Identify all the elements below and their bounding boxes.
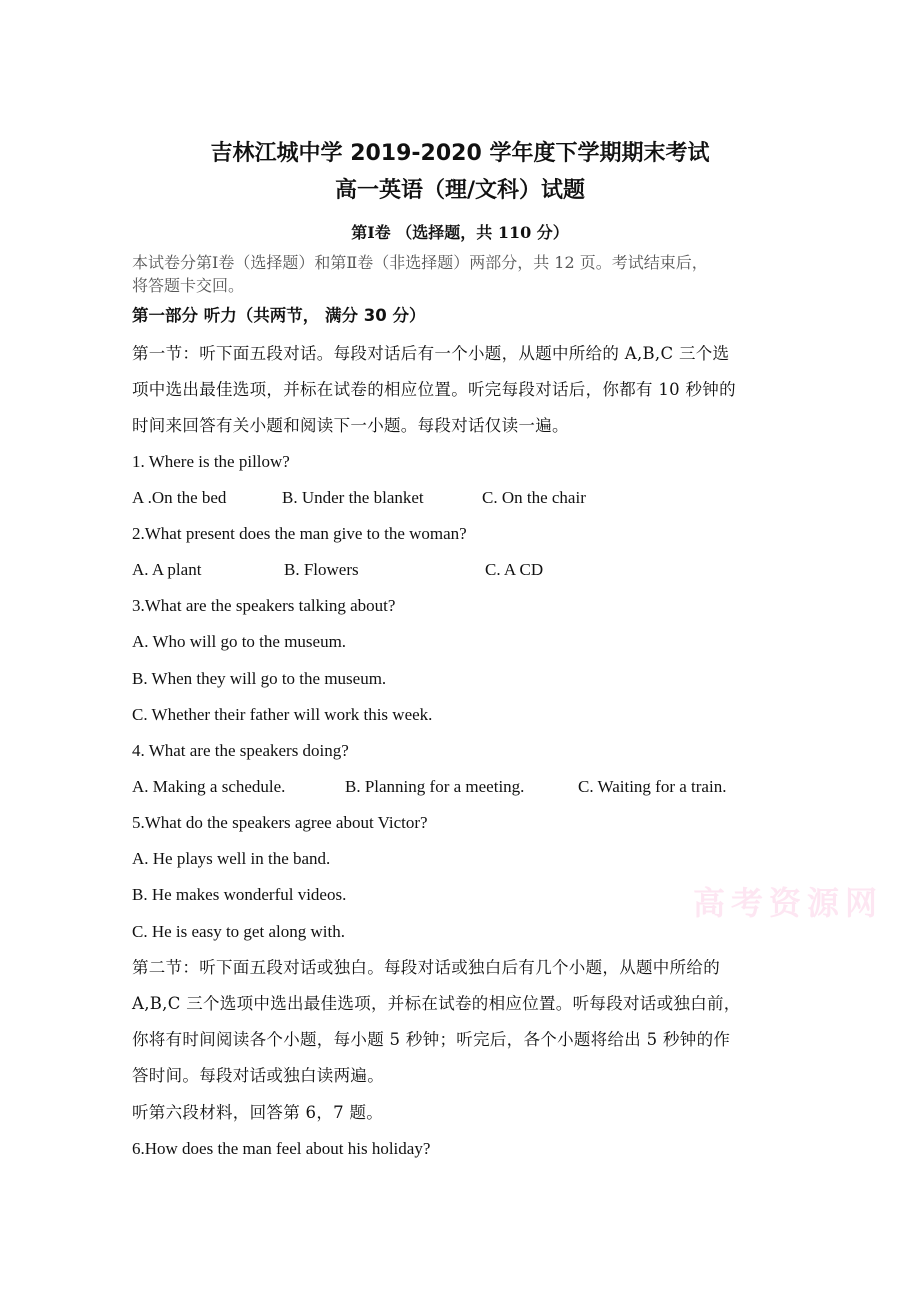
sec1-line: 第一节：听下面五段对话。每段对话后有一个小题，从题中所给的 A,B,C 三个选 [132,344,730,363]
question-2: 2.What present does the man give to the woman? [132,524,467,543]
option-c: C. Whether their father will work this week. [132,705,433,724]
question-4: 4. What are the speakers doing? [132,741,349,760]
question-6: 6.How does the man feel about his holiday? [132,1139,431,1158]
question-5: 5.What do the speakers agree about Victor? [132,813,428,832]
part1-heading: 第一部分 听力（共两节， 满分 30 分） [132,306,426,325]
option-c: C. On the chair [482,488,586,507]
sec2-line: A,B,C 三个选项中选出最佳选项，并标在试卷的相应位置。听每段对话或独白前， [132,994,741,1013]
option-a: A. Who will go to the museum. [132,632,347,651]
exam-subtitle: 高一英语（理/文科）试题 [334,178,586,203]
option-c: C. He is easy to get along with. [132,922,345,941]
intro-line: 将答题卡交回。 [132,276,245,295]
sec1-line: 项中选出最佳选项，并标在试卷的相应位置。听完每段对话后，你都有 10 秒钟的 [132,380,736,399]
option-a: A. He plays well in the band. [132,849,331,868]
option-a: A. A plant [132,560,202,579]
option-b: B. He makes wonderful videos. [132,885,347,904]
option-c: C. A CD [485,560,544,579]
exam-title: 吉林江城中学 2019-2020 学年度下学期期末考试 [210,141,710,166]
watermark: 高考资源网 [693,884,884,922]
material-6-instruction: 听第六段材料，回答第 6，7 题。 [132,1103,384,1122]
sec2-line: 你将有时间阅读各个小题，每小题 5 秒钟；听完后，各个小题将给出 5 秒钟的作 [132,1030,731,1049]
sec1-line: 时间来回答有关小题和阅读下一小题。每段对话仅读一遍。 [132,416,569,435]
option-a: A. Making a schedule. [132,777,286,796]
option-c: C. Waiting for a train. [578,777,727,796]
option-b: B. Under the blanket [282,488,424,507]
question-1: 1. Where is the pillow? [132,452,290,471]
intro-line: 本试卷分第Ⅰ卷（选择题）和第Ⅱ卷（非选择题）两部分，共 12 页。考试结束后， [132,253,708,272]
sec2-line: 第二节：听下面五段对话或独白。每段对话或独白后有几个小题，从题中所给的 [132,958,720,977]
option-b: B. When they will go to the museum. [132,669,387,688]
option-b: B. Flowers [284,560,359,579]
sec2-line: 答时间。每段对话或独白读两遍。 [132,1066,384,1085]
question-3: 3.What are the speakers talking about? [132,596,396,615]
option-b: B. Planning for a meeting. [345,777,525,796]
volume-heading: 第Ⅰ卷 （选择题，共 110 分） [351,223,569,242]
option-a: A .On the bed [132,488,227,507]
